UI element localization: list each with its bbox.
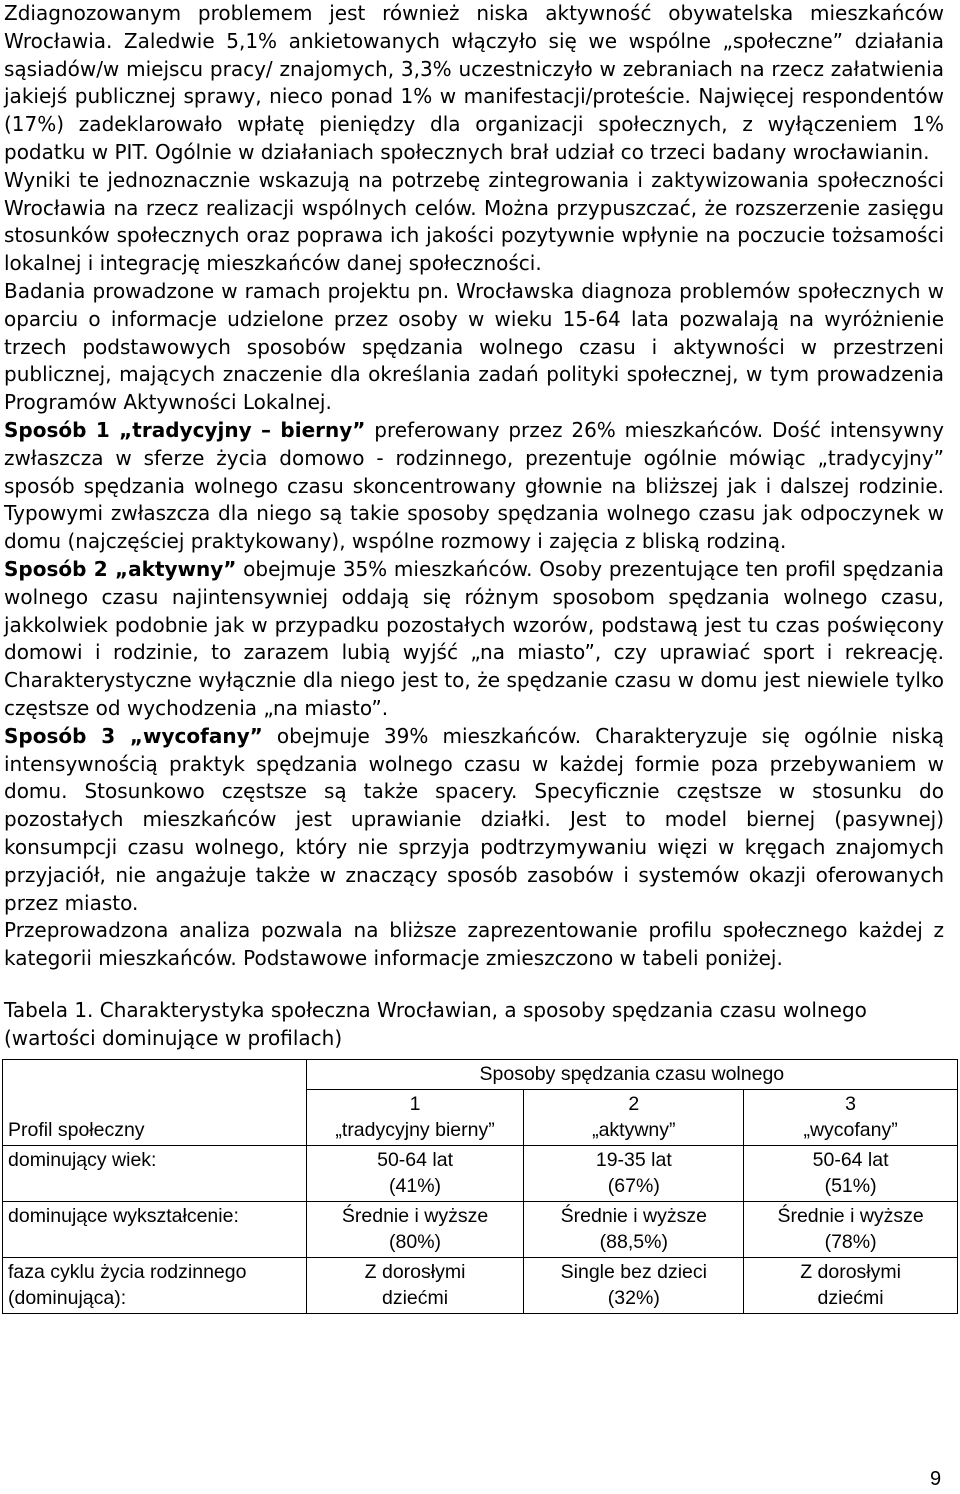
column-header: 3 „wycofany” <box>744 1090 958 1146</box>
paragraph-method-2: Sposób 2 „aktywny” obejmuje 35% mieszkańców. Osoby prezentujące ten profil spędzania wolnego czasu najintensywniej oddają się różnym sposobom spędzania wolnego czasu, jakkolwiek podobnie jak w przypadku pozostałych wzorów, podstawą jest tu czas poświęcony domowi i rodzinie, to zarazem lubią wyjść „na miasto”, czy uprawiać sport i rekreację. Charakterystyczne wyłącznie dla niego jest to, że spędzanie czasu w domu jest niewiele tylko częstsze od wychodzenia „na miasto”. <box>4 556 944 720</box>
table-header-row-1 <box>3 1060 958 1090</box>
table-cell: 19-35 lat (67%) <box>524 1146 744 1202</box>
paragraph-method-1: Sposób 1 „tradycyjny – bierny” preferowany przez 26% mieszkańców. Dość intensywny zwłaszcza w sferze życia domowo - rodzinnego, prezentuje ogólnie mówiąc „tradycyjny” sposób spędzania wolnego czasu skoncentrowany głownie na bliższej jak i dalszej rodzinie. Typowymi zwłaszcza dla niego są takie sposoby spędzania wolnego czasu jak odpoczynek w domu (najczęściej praktykowany), wspólne rozmowy i zajęcia z bliską rodziną. <box>4 417 945 554</box>
paragraph-method-3: Sposób 3 „wycofany” obejmuje 39% mieszkańców. Charakteryzuje się ogólnie niską intensywnością praktyk spędzania wolnego czasu w każdej formie poza przebywaniem w domu. Stosunkowo częstsze są także spacery. Specyficznie częstsze w stosunku do pozostałych mieszkańców jest uprawianie działki. Jest to model biernej (pasywnej) konsumpcji czasu wolnego, który nie sprzyja podtrzymywaniu więzi w kręgach znajomych przyjaciół, nie angażuje także w znaczący sposób zasobów i systemów okazji oferowanych przez miasto. <box>4 723 944 915</box>
table-row <box>3 1202 958 1258</box>
method-1-heading: Sposób 1 „tradycyjny – bierny” <box>4 417 366 442</box>
method-3-heading: Sposób 3 „wycofany” <box>4 723 263 748</box>
table-cell: 50-64 lat (41%) <box>306 1146 524 1202</box>
paragraph-civic-activity: Zdiagnozowanym problemem jest również niska aktywność obywatelska mieszkańców Wrocławia. Zaledwie 5,1% ankietowanych włączyło się we wspólne „społeczne” działania sąsiadów/w miejscu pracy/ znajomych, 3,3% uczestniczyło w zebraniach na rzecz załatwienia jakiejś publicznej sprawy, nieco ponad 1% w manifestacji/proteście. Najwięcej respondentów (17%) zadeklarowało wpłatę pieniędzy dla organizacji społecznych, z wyłączeniem 1% podatku w PIT. Ogólnie w działaniach społecznych brał udział co trzeci badany wrocławianin. <box>4 1 944 164</box>
table-cell: Z dorosłymi dziećmi <box>744 1258 958 1314</box>
table-cell: Średnie i wyższe (78%) <box>744 1202 958 1258</box>
table-cell: 50-64 lat (51%) <box>744 1146 958 1202</box>
row-label: faza cyklu życia rodzinnego (dominująca): <box>3 1258 307 1314</box>
method-2-heading: Sposób 2 „aktywny” <box>4 556 237 581</box>
paragraph-integration: Wyniki te jednoznacznie wskazują na potrzebę zintegrowania i zaktywizowania społeczności Wrocławia na rzecz realizacji wspólnych celów. Można przypuszczać, że rozszerzenie zasięgu stosunków społecznych oraz poprawa ich jakości pozytywnie wpłynie na poczucie tożsamości lokalnej i integrację mieszkańców danej społeczności. <box>4 167 944 276</box>
page-number: 9 <box>930 1468 942 1490</box>
column-header: 1 „tradycyjny bierny” <box>306 1090 524 1146</box>
table-row <box>3 1258 958 1314</box>
table-row <box>3 1146 958 1202</box>
table-caption: Tabela 1. Charakterystyka społeczna Wrocławian, a sposoby spędzania czasu wolnego (wartości dominujące w profilach) <box>4 997 867 1050</box>
row-header-cell: Profil społeczny <box>3 1060 307 1146</box>
group-header-cell: Sposoby spędzania czasu wolnego <box>306 1060 957 1090</box>
table-cell: Single bez dzieci (32%) <box>524 1258 744 1314</box>
row-label: dominujący wiek: <box>3 1146 307 1202</box>
paragraph-research: Badania prowadzone w ramach projektu pn. Wrocławska diagnoza problemów społecznych w oparciu o informacje udzielone przez osoby w wieku 15-64 lata pozwalają na wyróżnienie trzech podstawowych sposobów spędzania wolnego czasu i aktywności w przestrzeni publicznej, mających znaczenie dla określania zadań polityki społecznej, w tym prowadzenia Programów Aktywności Lokalnej. <box>4 278 944 415</box>
table-cell: Średnie i wyższe (88,5%) <box>524 1202 744 1258</box>
column-header: 2 „aktywny” <box>524 1090 744 1146</box>
document-page <box>4 0 944 1314</box>
body-text <box>4 0 944 973</box>
row-label: dominujące wykształcenie: <box>3 1202 307 1258</box>
paragraph-analysis: Przeprowadzona analiza pozwala na bliższe zaprezentowanie profilu społecznego każdej z kategorii mieszkańców. Podstawowe informacje zmieszczono w tabeli poniżej. <box>4 918 944 971</box>
table-cell: Z dorosłymi dziećmi <box>306 1258 524 1314</box>
profile-table <box>2 1059 958 1314</box>
table-cell: Średnie i wyższe (80%) <box>306 1202 524 1258</box>
